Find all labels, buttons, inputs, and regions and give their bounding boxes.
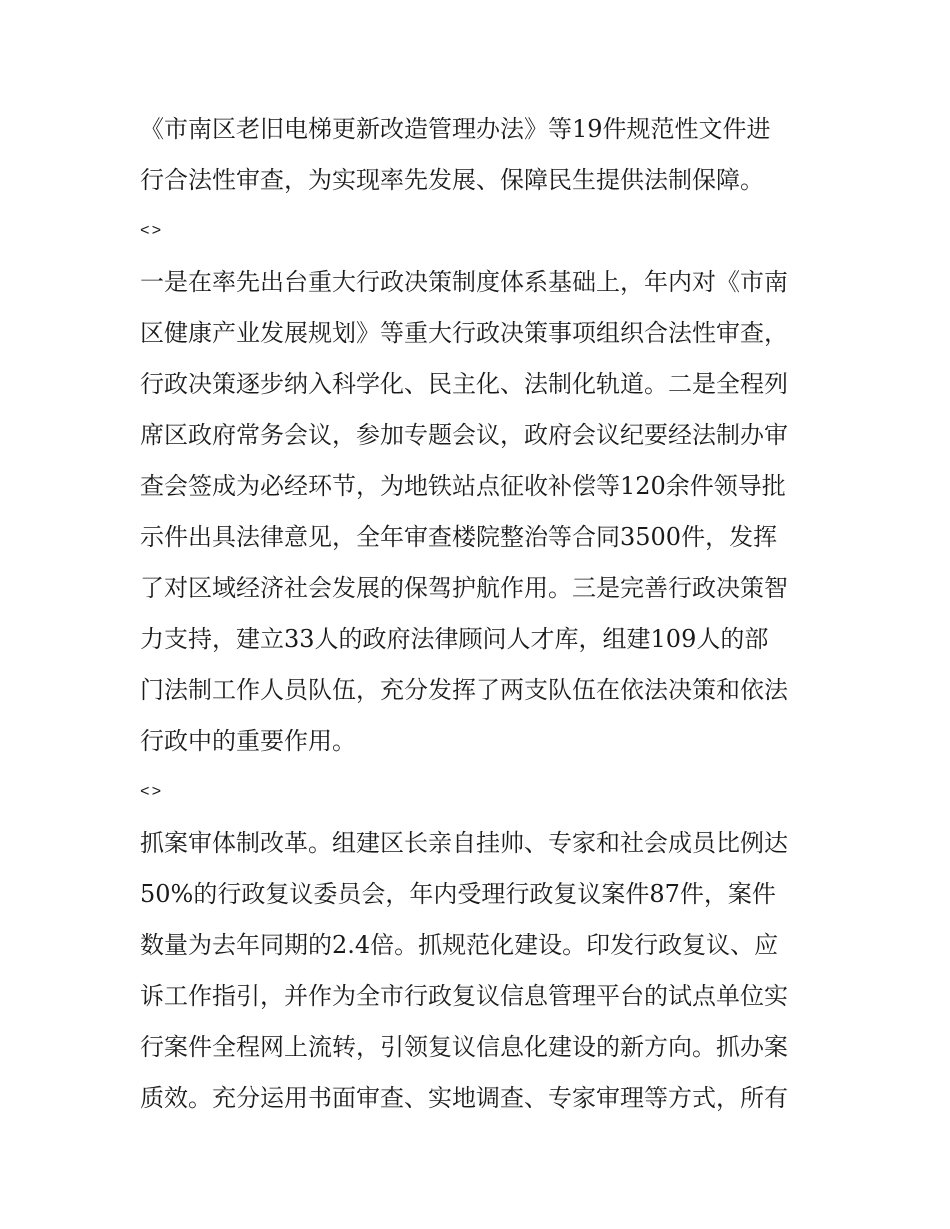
- text-line: 一是在率先出台重大行政决策制度体系基础上，年内对《市南: [140, 268, 788, 296]
- text-line: 行合法性审查，为实现率先发展、保障民生提供法制保障。: [140, 166, 764, 194]
- text-line: 行政中的重要作用。: [140, 727, 356, 755]
- document-body: [140, 109, 830, 1129]
- text-line: 行政决策逐步纳入科学化、民主化、法制化轨道。二是全程列: [140, 370, 788, 398]
- text-line: 查会签成为必经环节，为地铁站点征收补偿等120余件领导批: [140, 472, 786, 500]
- text-line: 数量为去年同期的2.4倍。抓规范化建设。印发行政复议、应: [140, 931, 779, 959]
- text-line: 门法制工作人员队伍，充分发挥了两支队伍在依法决策和依法: [140, 676, 788, 704]
- text-line: 行案件全程网上流转，引领复议信息化建设的新方向。抓办案: [140, 1033, 788, 1061]
- text-line: 质效。充分运用书面审查、实地调查、专家审理等方式，所有: [140, 1084, 788, 1112]
- text-line: 抓案审体制改革。组建区长亲自挂帅、专家和社会成员比例达: [140, 829, 788, 857]
- text-line: 《市南区老旧电梯更新改造管理办法》等19件规范性文件进: [140, 115, 771, 143]
- text-line: 席区政府常务会议，参加专题会议，政府会议纪要经法制办审: [140, 421, 788, 449]
- paragraph-marker: <>: [140, 783, 164, 801]
- text-line: 区健康产业发展规划》等重大行政决策事项组织合法性审查，: [140, 319, 788, 347]
- text-line: 示件出具法律意见，全年审查楼院整治等合同3500件，发挥: [140, 523, 778, 551]
- text-line: 诉工作指引，并作为全市行政复议信息管理平台的试点单位实: [140, 982, 788, 1010]
- text-line: 力支持，建立33人的政府法律顾问人才库，组建109人的部: [140, 625, 769, 653]
- text-line: 了对区域经济社会发展的保驾护航作用。三是完善行政决策智: [140, 574, 788, 602]
- text-line: 50%的行政复议委员会，年内受理行政复议案件87件，案件: [140, 880, 776, 908]
- paragraph-marker: <>: [140, 222, 164, 240]
